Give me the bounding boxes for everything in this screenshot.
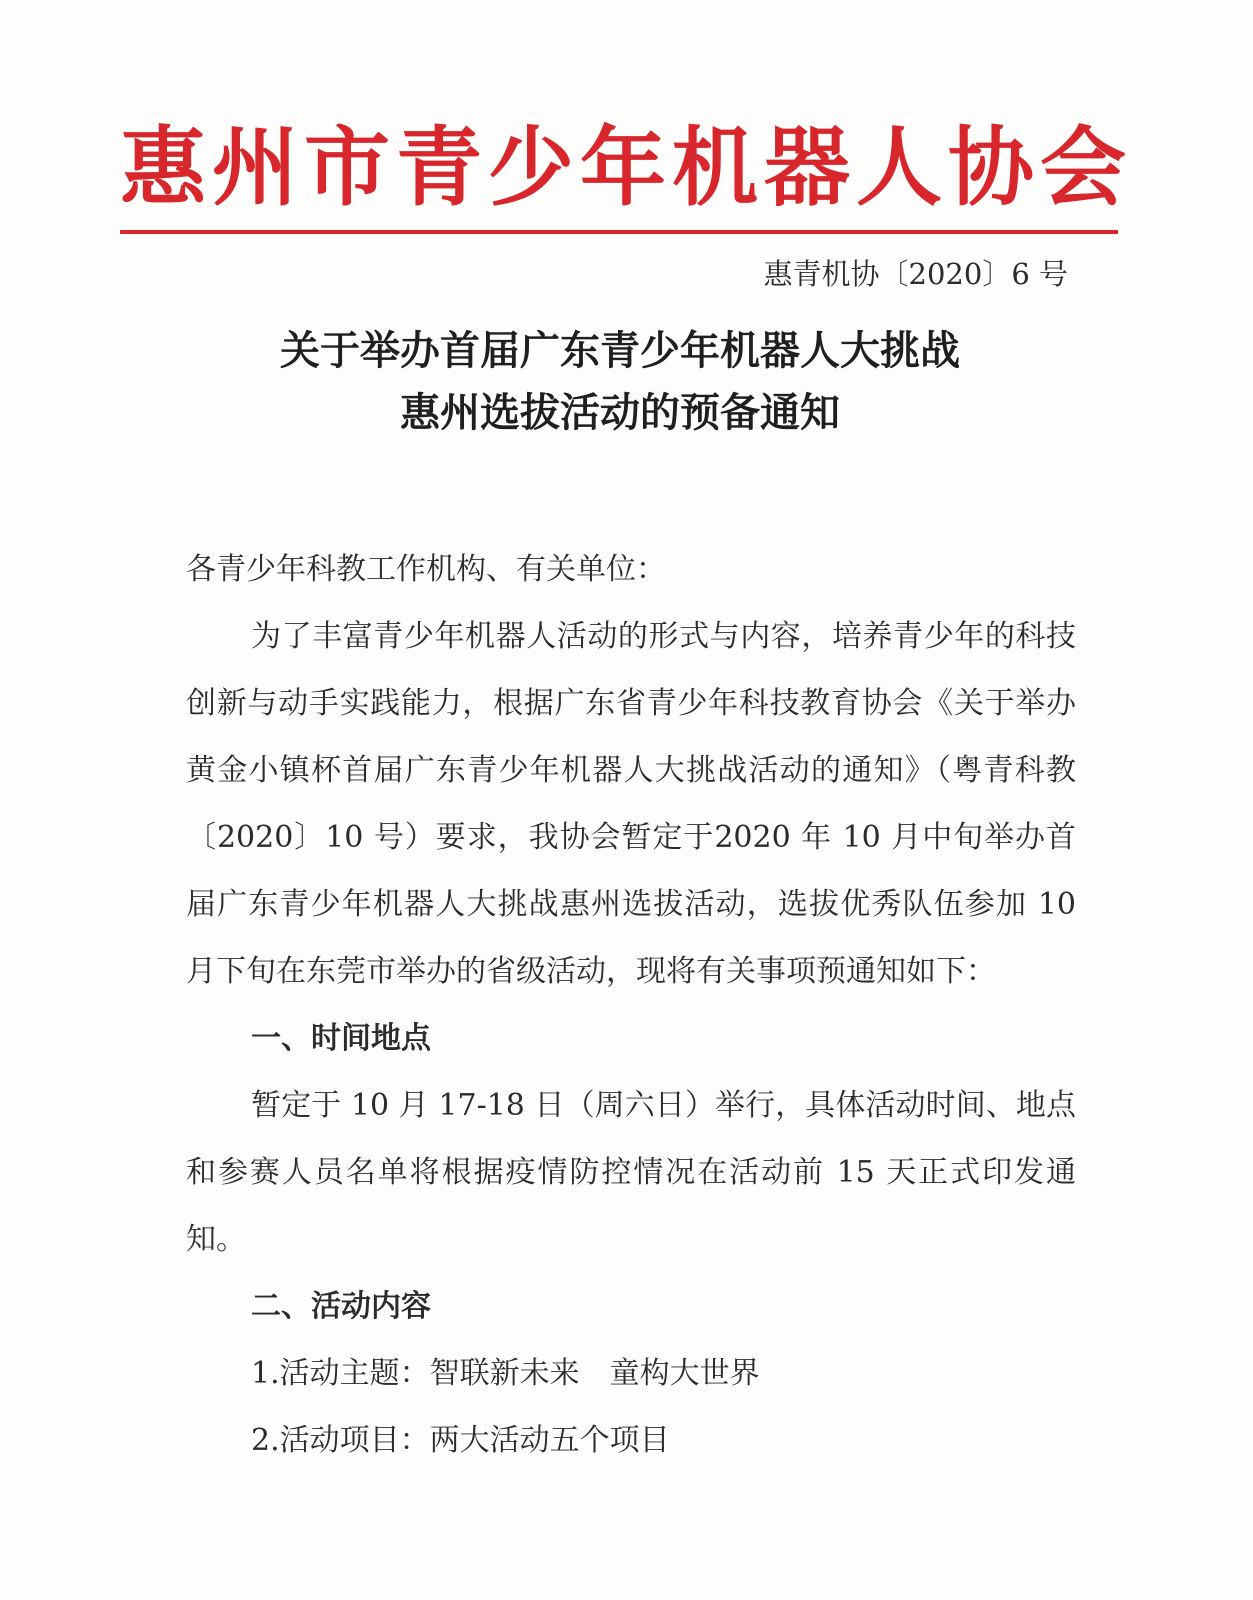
list-item-projects: 2.活动项目：两大活动五个项目	[251, 1423, 670, 1458]
document-title-line1: 关于举办首届广东青少年机器人大挑战	[280, 328, 960, 374]
salutation: 各青少年科教工作机构、有关单位：	[186, 552, 666, 587]
section-heading-time-place: 一、时间地点	[251, 1021, 431, 1056]
document-body	[186, 536, 1076, 1474]
document-title-line2: 惠州选拔活动的预备通知	[400, 390, 840, 436]
list-item-theme: 1.活动主题：智联新未来 童构大世界	[251, 1356, 760, 1391]
document-number: 惠青机协〔2020〕6 号	[763, 257, 1068, 291]
letterhead-divider	[120, 230, 1118, 234]
organization-letterhead: 惠州市青少年机器人协会	[120, 118, 1132, 218]
intro-paragraph: 为了丰富青少年机器人活动的形式与内容，培养青少年的科技创新与动手实践能力，根据广东省青少年科技教育协会《关于举办黄金小镇杯首届广东青少年机器人大挑战活动的通知》（粤青科教〔2020〕10 号）要求，我协会暂定于2020 年 10 月中旬举办首届广东青少年机器人大挑战惠州选拔活动，选拔优秀队伍参加 10 月下旬在东莞市举办的省级活动，现将有关事项预通知如下：	[186, 619, 1076, 989]
document-title	[120, 320, 1120, 444]
time-place-paragraph: 暂定于 10 月 17-18 日（周六日）举行，具体活动时间、地点和参赛人员名单将根据疫情防控情况在活动前 15 天正式印发通知。	[186, 1088, 1076, 1257]
section-heading-content: 二、活动内容	[251, 1289, 431, 1324]
